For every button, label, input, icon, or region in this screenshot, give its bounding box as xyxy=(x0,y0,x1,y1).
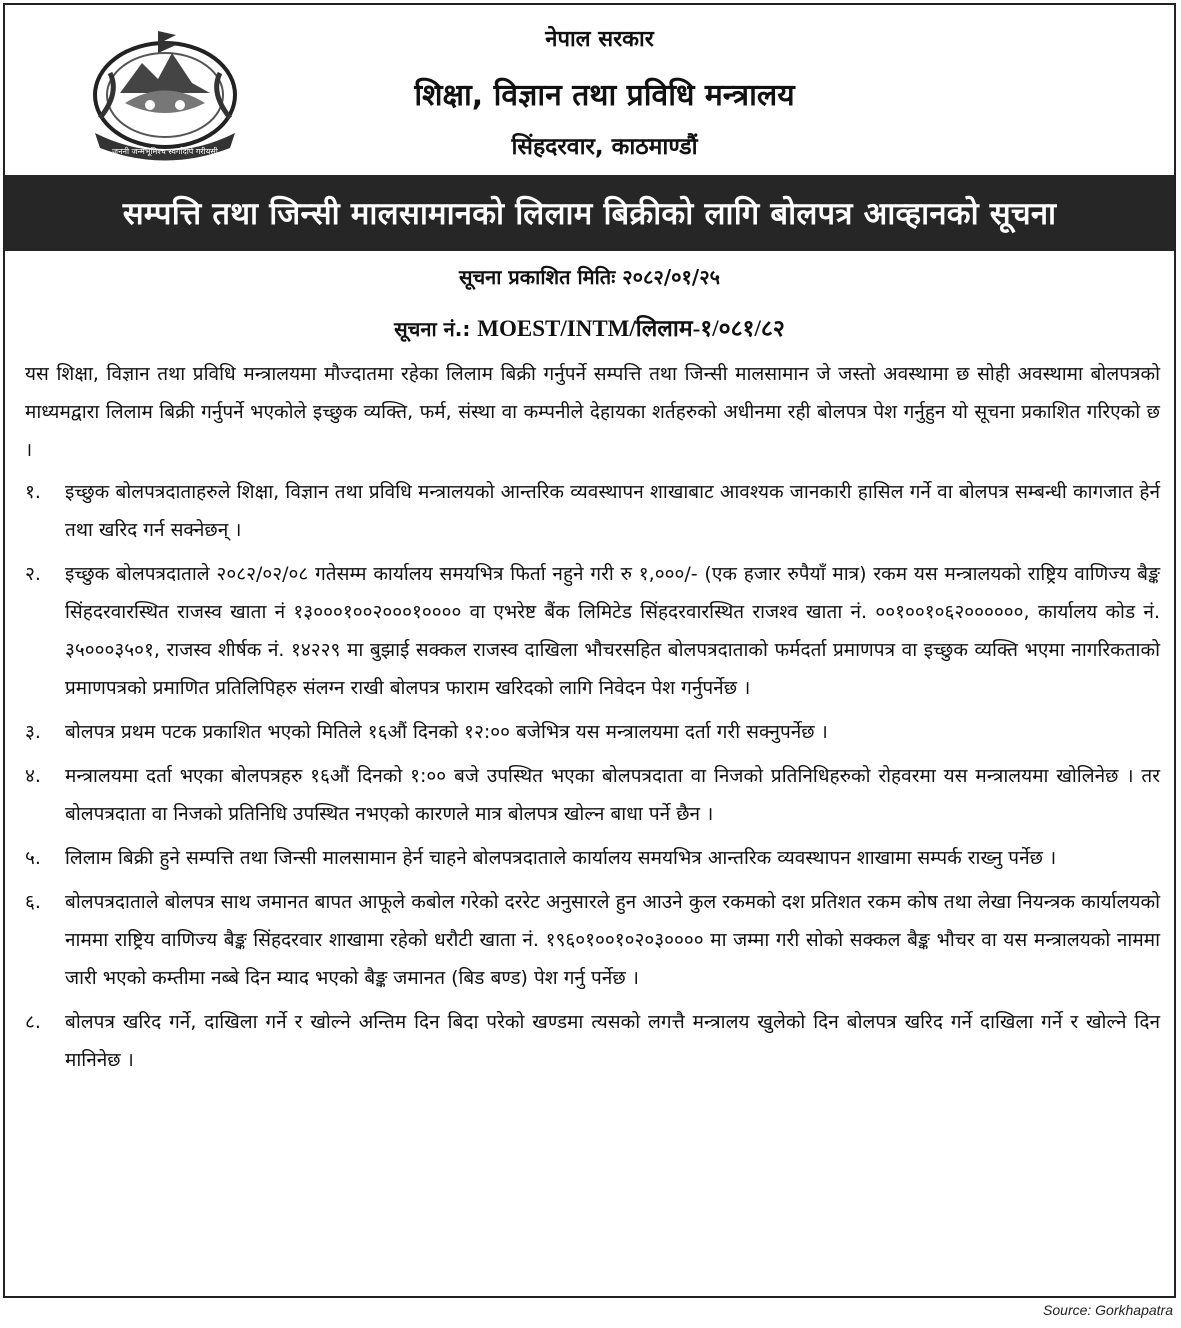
publish-date xyxy=(5,263,1174,290)
item-number: १. xyxy=(25,481,41,503)
emblem-caption: जननी जन्मभूमिश्च स्वर्गादपि गरीयसी xyxy=(112,147,218,156)
list-item xyxy=(25,883,1160,997)
item-text: इच्छुक बोलपत्रदाताहरुले शिक्षा, विज्ञान तथा प्रविधि मन्त्रालयको आन्तरिक व्यवस्थापन शाखाबाट आवश्यक जानकारी हासिल गर्ने वा बोलपत्र सम्बन्धी कागजात हेर्न तथा खरिद गर्न सक्नेछन् । xyxy=(65,481,1160,541)
item-number: ६. xyxy=(25,891,41,913)
government-name: नेपाल सरकार xyxy=(545,27,654,52)
item-text: इच्छुक बोलपत्रदाताले २०८२/०२/०८ गतेसम्म कार्यालय समयभित्र फिर्ता नहुने गरी रु १,०००/- (एक हजार रुपैयाँ मात्र) रकम यस मन्त्रालयको राष्ट्रिय वाणिज्य बैङ्क सिंहदरवारस्थित राजस्व खाता नं १३०००१००२०००१०००० वा एभरेष्ट बैंक लिमिटेड सिंहदरवारस्थित राजश्व खाता नं. ००१००१०६२००००००, कार्यालय कोड नं. ३५०००३५०१, राजस्व शीर्षक नं. १४२२९ मा बुझाई सक्कल राजस्व दाखिला भौचरसहित बोलपत्रदाताको फर्मदर्ता प्रमाणपत्र वा इच्छुक व्यक्ति भएमा नागरिकताको प्रमाणपत्रको प्रमाणित प्रतिलिपिहरु संलग्न राखी बोलपत्र फाराम खरिदको लागि निवेदन पेश गर्नुपर्नेछ । xyxy=(65,563,1160,699)
item-number: ५. xyxy=(25,847,41,869)
list-item xyxy=(25,473,1160,549)
notice-body xyxy=(25,355,1160,1085)
item-number: २. xyxy=(25,563,41,585)
publish-date-label: सूचना प्रकाशित मितिः xyxy=(458,265,616,289)
item-text: बोलपत्र खरिद गर्ने, दाखिला गर्ने र खोल्ने अन्तिम दिन बिदा परेको खण्डमा त्यसको लगत्तै मन्त्रालय खुलेको दिन बोलपत्र खरिद गर्ने दाखिला गर्ने र खोल्ने दिन मानिनेछ । xyxy=(65,1011,1160,1071)
list-item xyxy=(25,1003,1160,1079)
reference-value: MOEST/INTM/लिलाम-१/०८१/८२ xyxy=(477,316,785,341)
reference-label: सूचना नं.: xyxy=(394,317,471,341)
item-text: लिलाम बिक्री हुने सम्पत्ति तथा जिन्सी मालसामान हेर्न चाहने बोलपत्रदाताले कार्यालय समयभित्र आन्तरिक व्यवस्थापन शाखामा सम्पर्क राख्नु पर्नेछ । xyxy=(65,847,1057,869)
item-text: मन्त्रालयमा दर्ता भएका बोलपत्रहरु १६औं दिनको १:०० बजे उपस्थित भएका बोलपत्रदाता वा निजको प्रतिनिधिहरुको रोहवरमा यस मन्त्रालयमा खोलिनेछ । तर बोलपत्रदाता वा निजको प्रतिनिधि उपस्थित नभएको कारणले मात्र बोलपत्र खोल्न बाधा पर्ने छैन । xyxy=(65,765,1160,825)
ministry-name: शिक्षा, विज्ञान तथा प्रविधि मन्त्रालय xyxy=(414,78,795,113)
notice-title: सम्पत्ति तथा जिन्सी मालसामानको लिलाम बिक्रीको लागि बोलपत्र आव्हानको सूचना xyxy=(5,175,1174,251)
list-item xyxy=(25,757,1160,833)
item-text: बोलपत्र प्रथम पटक प्रकाशित भएको मितिले १६औं दिनको १२:०० बजेभित्र यस मन्त्रालयमा दर्ता गरी सक्नुपर्नेछ । xyxy=(65,721,828,743)
notice-reference xyxy=(5,311,1174,343)
ministry-address: सिंहदरवार, काठमाण्डौं xyxy=(511,134,698,160)
list-item xyxy=(25,555,1160,707)
source-credit: Source: Gorkhapatra xyxy=(1043,1302,1173,1318)
intro-paragraph: यस शिक्षा, विज्ञान तथा प्रविधि मन्त्रालयमा मौज्दातमा रहेका लिलाम बिक्री गर्नुपर्ने सम्पत्ति तथा जिन्सी मालसामान जे जस्तो अवस्थामा छ सोही अवस्थामा बोलपत्रको माध्यमद्वारा लिलाम बिक्री गर्नुपर्ने भएकोले इच्छुक व्यक्ति, फर्म, संस्था वा कम्पनीले देहायका शर्तहरुको अधीनमा रही बोलपत्र पेश गर्नुहुन यो सूचना प्रकाशित गरिएको छ । xyxy=(25,363,1160,461)
item-number: ८. xyxy=(25,1011,41,1033)
item-text: बोलपत्रदाताले बोलपत्र साथ जमानत बापत आफूले कबोल गरेको दररेट अनुसारले हुन आउने कुल रकमको दश प्रतिशत रकम कोष तथा लेखा नियन्त्रक कार्यालयको नाममा राष्ट्रिय वाणिज्य बैङ्क सिंहदरवार शाखामा रहेको धरौटी खाता नं. १९६०१००१०२०३०००० मा जम्मा गरी सोको सक्कल बैङ्क भौचर वा यस मन्त्रालयको नाममा जारी भएको कम्तीमा नब्बे दिन म्याद भएको बैङ्क जमानत (बिड बण्ड) पेश गर्नु पर्नेछ । xyxy=(65,891,1160,989)
item-number: ४. xyxy=(25,765,41,787)
item-number: ३. xyxy=(25,721,41,743)
notice-header xyxy=(5,5,1174,173)
publish-date-value: २०८२/०१/२५ xyxy=(622,265,721,289)
list-item xyxy=(25,839,1160,877)
notice-frame xyxy=(3,3,1176,1298)
list-item xyxy=(25,713,1160,751)
